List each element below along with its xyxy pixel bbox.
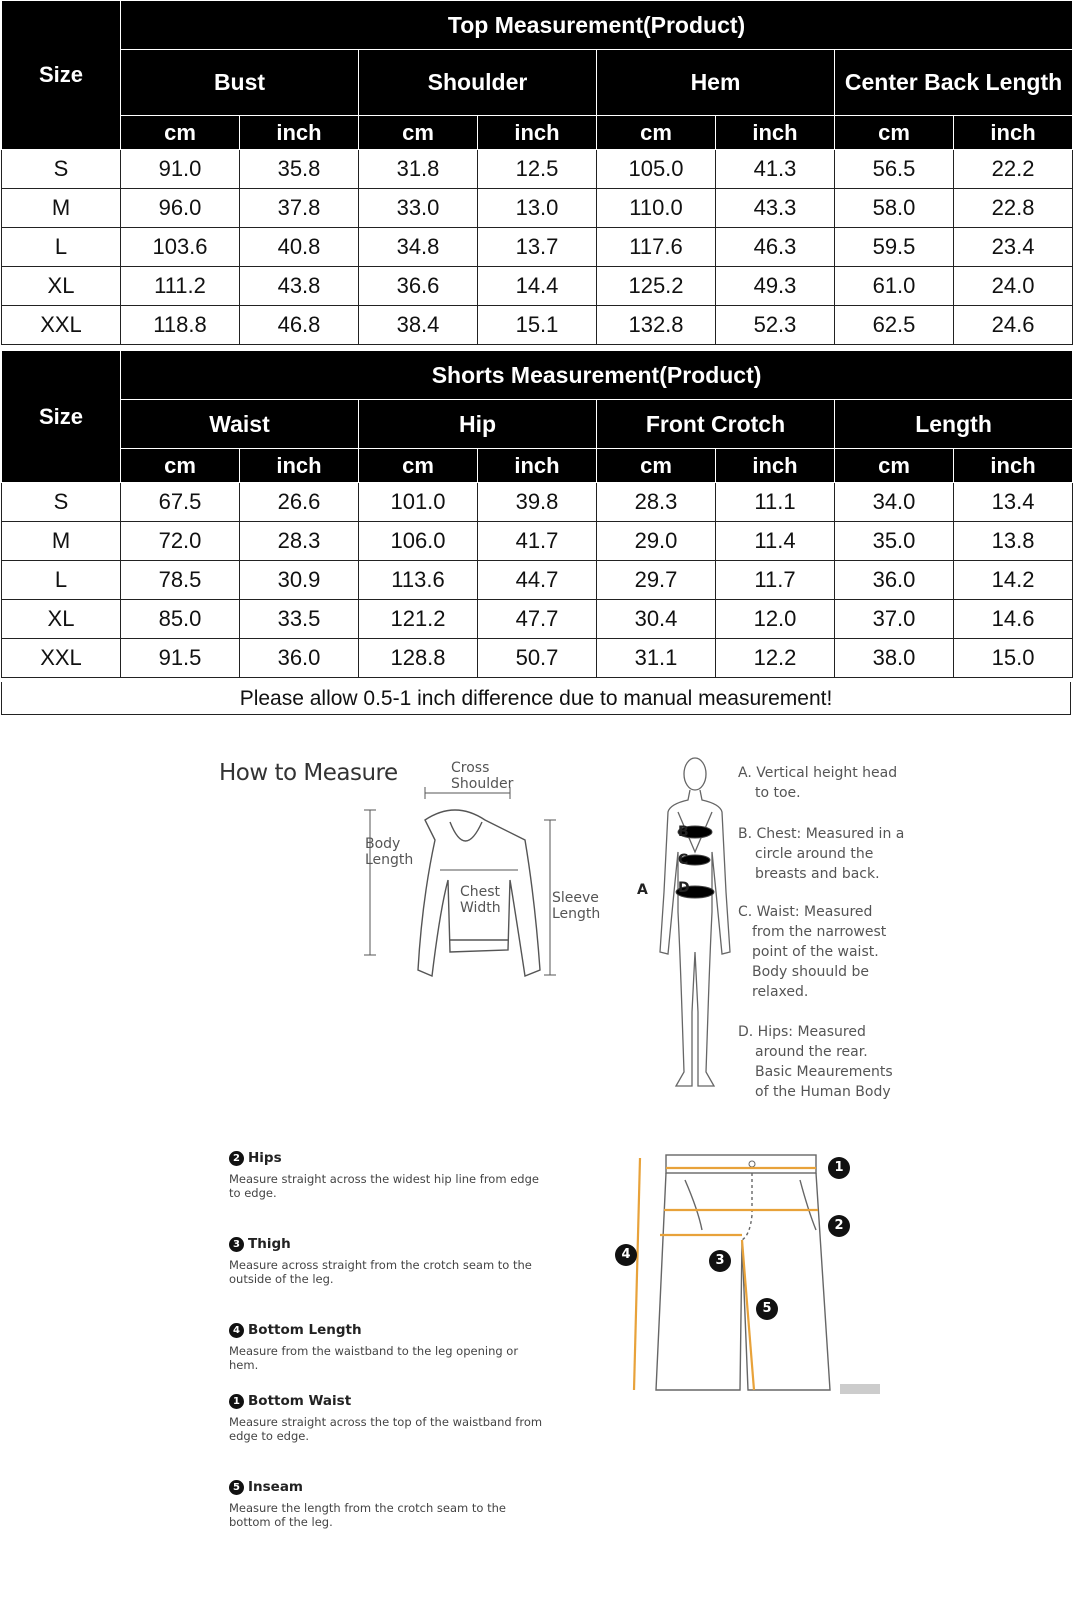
measurement-cell: 40.8 [240, 228, 359, 267]
measurement-cell: 106.0 [359, 522, 478, 561]
cross-shoulder-label: Cross Shoulder [451, 760, 514, 792]
table-title: Top Measurement(Product) [121, 1, 1073, 50]
measurement-cell: 113.6 [359, 561, 478, 600]
group-header: Waist [121, 400, 359, 449]
measurement-cell: 58.0 [835, 189, 954, 228]
unit-header: cm [359, 116, 478, 150]
size-cell: L [2, 561, 121, 600]
table-row [2, 639, 1073, 678]
measurement-cell: 31.1 [597, 639, 716, 678]
unit-header: inch [716, 449, 835, 483]
measurement-cell: 14.4 [478, 267, 597, 306]
measurement-cell: 78.5 [121, 561, 240, 600]
measurement-cell: 67.5 [121, 483, 240, 522]
measurement-cell: 91.0 [121, 150, 240, 189]
body-letter: A [637, 882, 648, 898]
size-cell: XXL [2, 306, 121, 345]
table-row [2, 228, 1073, 267]
table-row [2, 522, 1073, 561]
measurement-cell: 91.5 [121, 639, 240, 678]
measurement-cell: 61.0 [835, 267, 954, 306]
measurement-cell: 31.8 [359, 150, 478, 189]
unit-header: inch [954, 116, 1073, 150]
measurement-cell: 24.6 [954, 306, 1073, 345]
measurement-cell: 12.0 [716, 600, 835, 639]
measurement-cell: 30.9 [240, 561, 359, 600]
unit-header: cm [121, 449, 240, 483]
table-row [2, 561, 1073, 600]
step-number: 2 [229, 1151, 244, 1166]
measurement-cell: 39.8 [478, 483, 597, 522]
group-header: Bust [121, 50, 359, 116]
measurement-cell: 121.2 [359, 600, 478, 639]
measurement-cell: 62.5 [835, 306, 954, 345]
measurement-cell: 101.0 [359, 483, 478, 522]
shorts-step-bottom-waist: 1 Bottom Waist Measure straight across the top of the waistband from edge to edge. [229, 1393, 543, 1443]
shorts-callout: 1 [828, 1157, 850, 1179]
unit-header: cm [359, 449, 478, 483]
measurement-cell: 11.4 [716, 522, 835, 561]
measurement-cell: 13.7 [478, 228, 597, 267]
measurement-cell: 22.2 [954, 150, 1073, 189]
unit-header: inch [240, 449, 359, 483]
measurement-cell: 50.7 [478, 639, 597, 678]
group-header: Hem [597, 50, 835, 116]
measurement-cell: 28.3 [240, 522, 359, 561]
size-cell: XL [2, 600, 121, 639]
measurement-cell: 29.0 [597, 522, 716, 561]
measurement-cell: 46.8 [240, 306, 359, 345]
measurement-cell: 96.0 [121, 189, 240, 228]
measurement-cell: 36.0 [240, 639, 359, 678]
body-def-d: D. Hips: Measured around the rear. Basic Meaurements of the Human Body [738, 1024, 893, 1100]
table-row [2, 150, 1073, 189]
unit-header: cm [835, 449, 954, 483]
measurement-cell: 24.0 [954, 267, 1073, 306]
chest-width-label: Chest Width [460, 884, 501, 916]
how-to-measure-title: How to Measure [219, 760, 398, 786]
measurement-cell: 14.2 [954, 561, 1073, 600]
measurement-cell: 15.0 [954, 639, 1073, 678]
measurement-cell: 38.0 [835, 639, 954, 678]
group-header: Hip [359, 400, 597, 449]
measurement-cell: 14.6 [954, 600, 1073, 639]
unit-header: inch [954, 449, 1073, 483]
shorts-measurement-table [1, 350, 1073, 678]
shorts-step-thigh: 3 Thigh Measure across straight from the crotch seam to the outside of the leg. [229, 1236, 532, 1286]
step-number: 1 [229, 1394, 244, 1409]
measurement-cell: 34.8 [359, 228, 478, 267]
measurement-cell: 59.5 [835, 228, 954, 267]
measurement-cell: 52.3 [716, 306, 835, 345]
size-cell: S [2, 150, 121, 189]
size-cell: XXL [2, 639, 121, 678]
body-letter: C [678, 852, 689, 868]
measurement-cell: 28.3 [597, 483, 716, 522]
measurement-cell: 117.6 [597, 228, 716, 267]
measurement-cell: 35.8 [240, 150, 359, 189]
measurement-note: Please allow 0.5-1 inch difference due to manual measurement! [1, 682, 1071, 715]
measurement-cell: 110.0 [597, 189, 716, 228]
measurement-cell: 33.0 [359, 189, 478, 228]
measurement-cell: 132.8 [597, 306, 716, 345]
table-title: Shorts Measurement(Product) [121, 351, 1073, 400]
measurement-cell: 12.2 [716, 639, 835, 678]
measurement-cell: 37.8 [240, 189, 359, 228]
table-row [2, 189, 1073, 228]
size-cell: L [2, 228, 121, 267]
step-number: 4 [229, 1323, 244, 1338]
size-header: Size [2, 1, 121, 150]
sleeve-length-label: Sleeve Length [552, 890, 601, 922]
size-header: Size [2, 351, 121, 483]
shorts-callout: 5 [756, 1298, 778, 1320]
body-letter: D [678, 880, 690, 896]
unit-header: inch [240, 116, 359, 150]
table-row [2, 600, 1073, 639]
measurement-cell: 118.8 [121, 306, 240, 345]
unit-header: inch [478, 449, 597, 483]
table-row [2, 306, 1073, 345]
measurement-cell: 103.6 [121, 228, 240, 267]
measurement-cell: 56.5 [835, 150, 954, 189]
group-header: Front Crotch [597, 400, 835, 449]
measurement-cell: 125.2 [597, 267, 716, 306]
shorts-callout: 2 [828, 1215, 850, 1237]
measurement-cell: 33.5 [240, 600, 359, 639]
group-header: Shoulder [359, 50, 597, 116]
measurement-cell: 41.7 [478, 522, 597, 561]
unit-header: inch [716, 116, 835, 150]
measurement-cell: 46.3 [716, 228, 835, 267]
measurement-cell: 72.0 [121, 522, 240, 561]
measurement-cell: 13.0 [478, 189, 597, 228]
shorts-callout: 4 [615, 1244, 637, 1266]
measurement-cell: 26.6 [240, 483, 359, 522]
measurement-cell: 111.2 [121, 267, 240, 306]
measurement-cell: 85.0 [121, 600, 240, 639]
measurement-cell: 22.8 [954, 189, 1073, 228]
body-letter: B [678, 824, 689, 840]
unit-header: inch [478, 116, 597, 150]
size-cell: S [2, 483, 121, 522]
measurement-cell: 128.8 [359, 639, 478, 678]
measurement-cell: 49.3 [716, 267, 835, 306]
unit-header: cm [597, 449, 716, 483]
measurement-cell: 29.7 [597, 561, 716, 600]
shorts-step-inseam: 5 Inseam Measure the length from the crotch seam to the bottom of the leg. [229, 1479, 506, 1529]
body-def-a: A. Vertical height head to toe. [738, 765, 898, 801]
measurement-cell: 105.0 [597, 150, 716, 189]
body-figure-diagram [648, 752, 738, 1092]
measurement-cell: 30.4 [597, 600, 716, 639]
unit-header: cm [597, 116, 716, 150]
size-cell: XL [2, 267, 121, 306]
shorts-step-bottom-length: 4 Bottom Length Measure from the waistband to the leg opening or hem. [229, 1322, 519, 1372]
measurement-cell: 38.4 [359, 306, 478, 345]
table-row [2, 267, 1073, 306]
measurement-cell: 43.8 [240, 267, 359, 306]
measurement-cell: 34.0 [835, 483, 954, 522]
measurement-cell: 43.3 [716, 189, 835, 228]
shorts-callout: 3 [709, 1250, 731, 1272]
body-length-label: Body Length [365, 836, 414, 868]
unit-header: cm [121, 116, 240, 150]
measurement-cell: 11.1 [716, 483, 835, 522]
measurement-cell: 35.0 [835, 522, 954, 561]
measurement-cell: 15.1 [478, 306, 597, 345]
measurement-cell: 41.3 [716, 150, 835, 189]
group-header: Center Back Length [835, 50, 1073, 116]
measurement-cell: 13.8 [954, 522, 1073, 561]
measurement-cell: 36.0 [835, 561, 954, 600]
unit-header: cm [835, 116, 954, 150]
shorts-diagram [630, 1150, 890, 1400]
size-cell: M [2, 189, 121, 228]
body-def-c: C. Waist: Measured from the narrowest point of the waist. Body shouuld be relaxed. [738, 904, 887, 1000]
size-cell: M [2, 522, 121, 561]
table-row [2, 483, 1073, 522]
measurement-cell: 37.0 [835, 600, 954, 639]
measurement-cell: 47.7 [478, 600, 597, 639]
measurement-cell: 36.6 [359, 267, 478, 306]
measurement-cell: 23.4 [954, 228, 1073, 267]
sweater-diagram [360, 780, 600, 1000]
measurement-cell: 12.5 [478, 150, 597, 189]
measurement-cell: 11.7 [716, 561, 835, 600]
step-number: 3 [229, 1237, 244, 1252]
shorts-step-hips: 2 Hips Measure straight across the widest hip line from edge to edge. [229, 1150, 539, 1200]
measurement-cell: 13.4 [954, 483, 1073, 522]
top-measurement-table [1, 0, 1073, 345]
body-def-b: B. Chest: Measured in a circle around the breasts and back. [738, 826, 905, 882]
measurement-cell: 44.7 [478, 561, 597, 600]
group-header: Length [835, 400, 1073, 449]
step-number: 5 [229, 1480, 244, 1495]
